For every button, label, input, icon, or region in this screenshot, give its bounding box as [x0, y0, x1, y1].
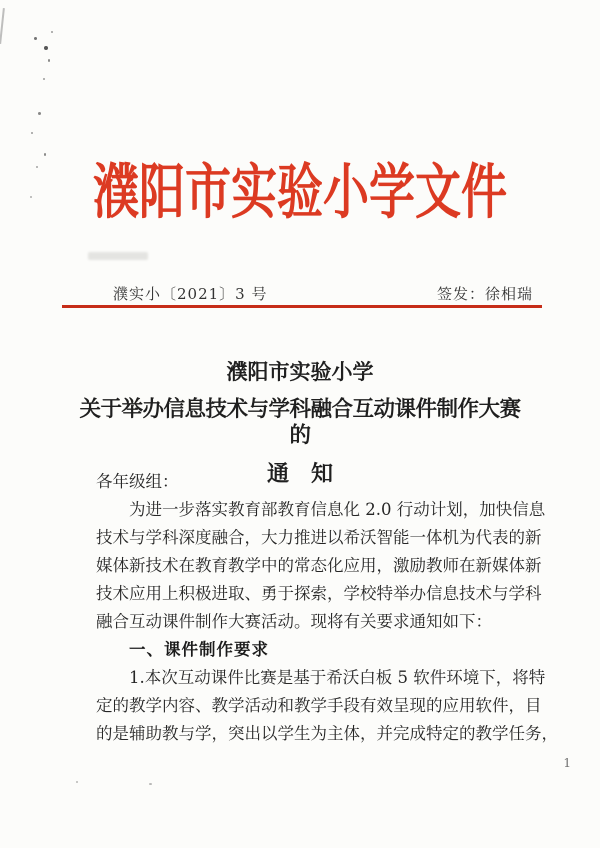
doc-issuer: 签发：徐相瑞 — [436, 285, 533, 303]
body-line: 的是辅助教与学，突出以学生为主体，并完成特定的教学任务， — [96, 724, 558, 743]
salutation: 各年级组： — [96, 472, 179, 491]
scan-speckle — [38, 112, 41, 115]
masthead-org-title: 濮阳市实验小学文件 — [93, 156, 507, 227]
scan-speckle — [44, 46, 48, 50]
scan-edge-mark — [0, 8, 5, 44]
body-line: 融合互动课件制作大赛活动。现将有关要求通知如下： — [96, 612, 492, 631]
body-line: 媒体新技术在教育教学中的常态化应用，激励教师在新媒体新 — [96, 556, 542, 575]
scan-speckle — [76, 781, 78, 783]
scan-smudge — [88, 252, 148, 260]
doc-meta-row — [63, 283, 541, 304]
scan-speckle — [34, 37, 37, 40]
scan-speckle — [51, 31, 53, 33]
scan-speckle — [31, 132, 33, 134]
body-line: 为进一步落实教育部教育信息化 2.0 行动计划，加快信息 — [129, 500, 546, 519]
title-subject: 关于举办信息技术与学科融合互动课件制作大赛的 — [79, 397, 521, 448]
body-line: 定的教学内容、教学活动和教学手段有效呈现的应用软件，目 — [96, 696, 542, 715]
scan-speckle — [44, 153, 46, 156]
doc-number: 濮实小〔2021〕3 号 — [113, 285, 268, 303]
scan-speckle — [149, 783, 152, 785]
page-number: 1 — [563, 756, 571, 770]
body-line: 1.本次互动课件比赛是基于希沃白板 5 软件环境下，将特 — [129, 668, 546, 687]
red-rule-divider — [62, 305, 542, 308]
scan-speckle — [43, 78, 45, 80]
title-notice-label: 通 知 — [266, 461, 333, 487]
title-school-name: 濮阳市实验小学 — [226, 359, 374, 384]
body-line: 技术应用上积极进取、勇于探索，学校特举办信息技术与学科 — [96, 584, 542, 603]
document-body — [96, 468, 558, 748]
scan-speckle — [48, 59, 50, 62]
body-line: 技术与学科深度融合，大力推进以希沃智能一体机为代表的新 — [96, 528, 542, 547]
section-heading: 一、课件制作要求 — [129, 640, 269, 659]
